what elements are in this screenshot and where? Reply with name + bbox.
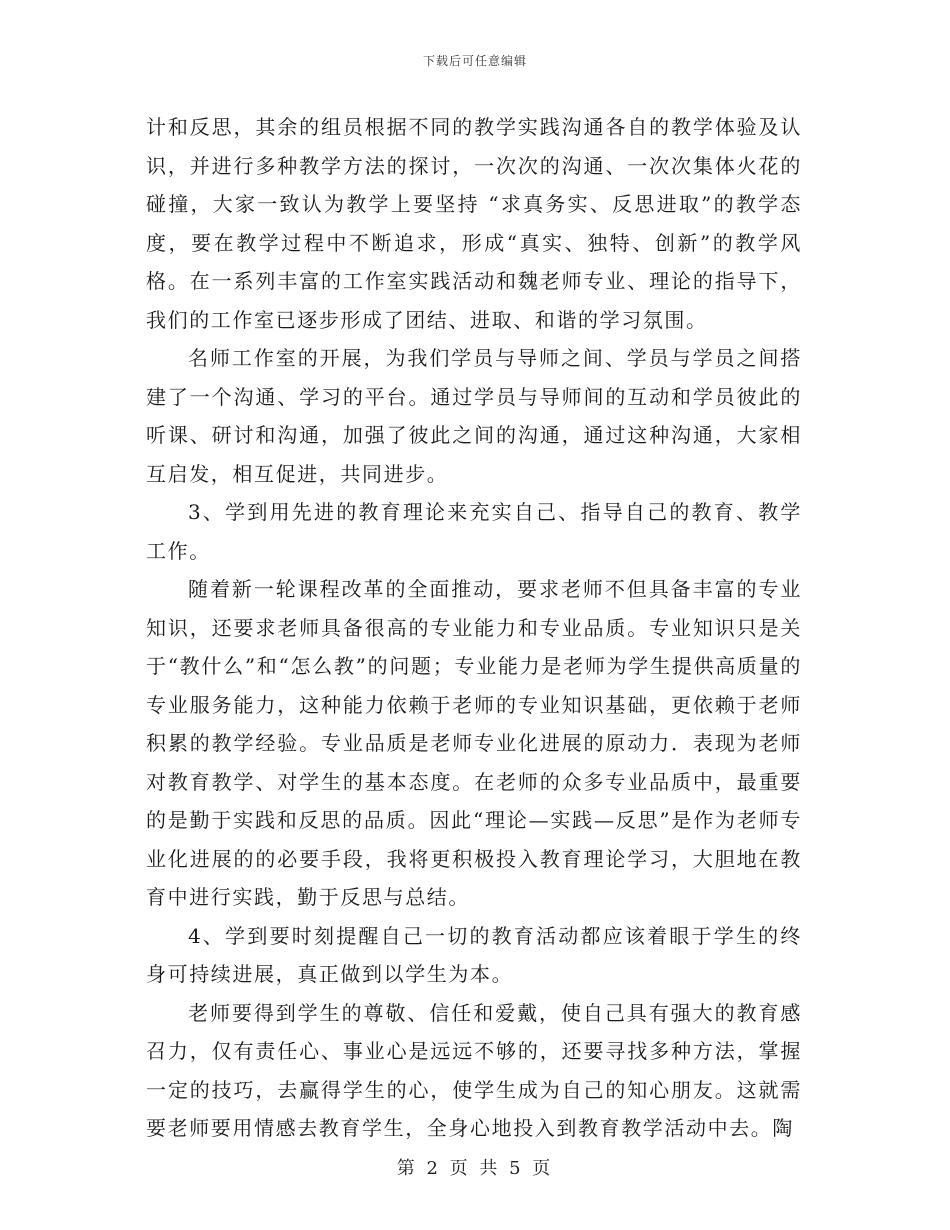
page-header: 下载后可任意编辑 bbox=[422, 54, 527, 68]
paragraph-continuation: 计和反思，其余的组员根据不同的教学实践沟通各自的教学体验及认识，并进行多种教学方法的探讨，一次次的沟通、一次次集体火花的碰撞，大家一致认为教学上要坚持 “求真务实、反思进取”的教学态度，要在教学过程中不断追求，形成“真实、独特、创新”的教学风格。在一系列丰富的工作室实践活动和魏老师专业、理论的指导下，我们的工作室已逐步形成了团结、进取、和谐的学习氛围。 bbox=[146, 115, 802, 332]
paragraph-point-4: 4、学到要时刻提醒自己一切的教育活动都应该着眼于学生的终身可持续进展，真正做到以学生为本。 bbox=[146, 923, 802, 986]
document-body bbox=[146, 108, 802, 1148]
paragraph-point-3: 3、学到用先进的教育理论来充实自己、指导自己的教育、教学工作。 bbox=[146, 500, 802, 563]
paragraph-workshop: 名师工作室的开展，为我们学员与导师之间、学员与学员之间搭建了一个沟通、学习的平台。通过学员与导师间的互动和学员彼此的听课、研讨和沟通，加强了彼此之间的沟通，通过这种沟通，大家相互启发，相互促进，共同进步。 bbox=[146, 346, 802, 486]
page-number: 第 2 页 共 5 页 bbox=[396, 1158, 554, 1179]
paragraph-curriculum-reform: 随着新一轮课程改革的全面推动，要求老师不但具备丰富的专业知识，还要求老师具备很高的专业能力和专业品质。专业知识只是关于“教什么”和“怎么教”的问题；专业能力是老师为学生提供高质量的专业服务能力，这种能力依赖于老师的专业知识基础，更依赖于老师积累的教学经验。专业品质是老师专业化进展的原动力．表现为老师对教育教学、对学生的基本态度。在老师的众多专业品质中，最重要的是勤于实践和反思的品质。因此“理论—实践—反思”是作为老师专业化进展的的必要手段，我将更积极投入教育理论学习，大胆地在教育中进行实践，勤于反思与总结。 bbox=[146, 577, 802, 909]
paragraph-teacher-respect: 老师要得到学生的尊敬、信任和爱戴，使自己具有强大的教育感召力，仅有责任心、事业心是远远不够的，还要寻找多种方法，掌握一定的技巧，去赢得学生的心，使学生成为自己的知心朋友。这就需要老师要用情感去教育学生，全身心地投入到教育教学活动中去。陶 bbox=[146, 1000, 802, 1140]
